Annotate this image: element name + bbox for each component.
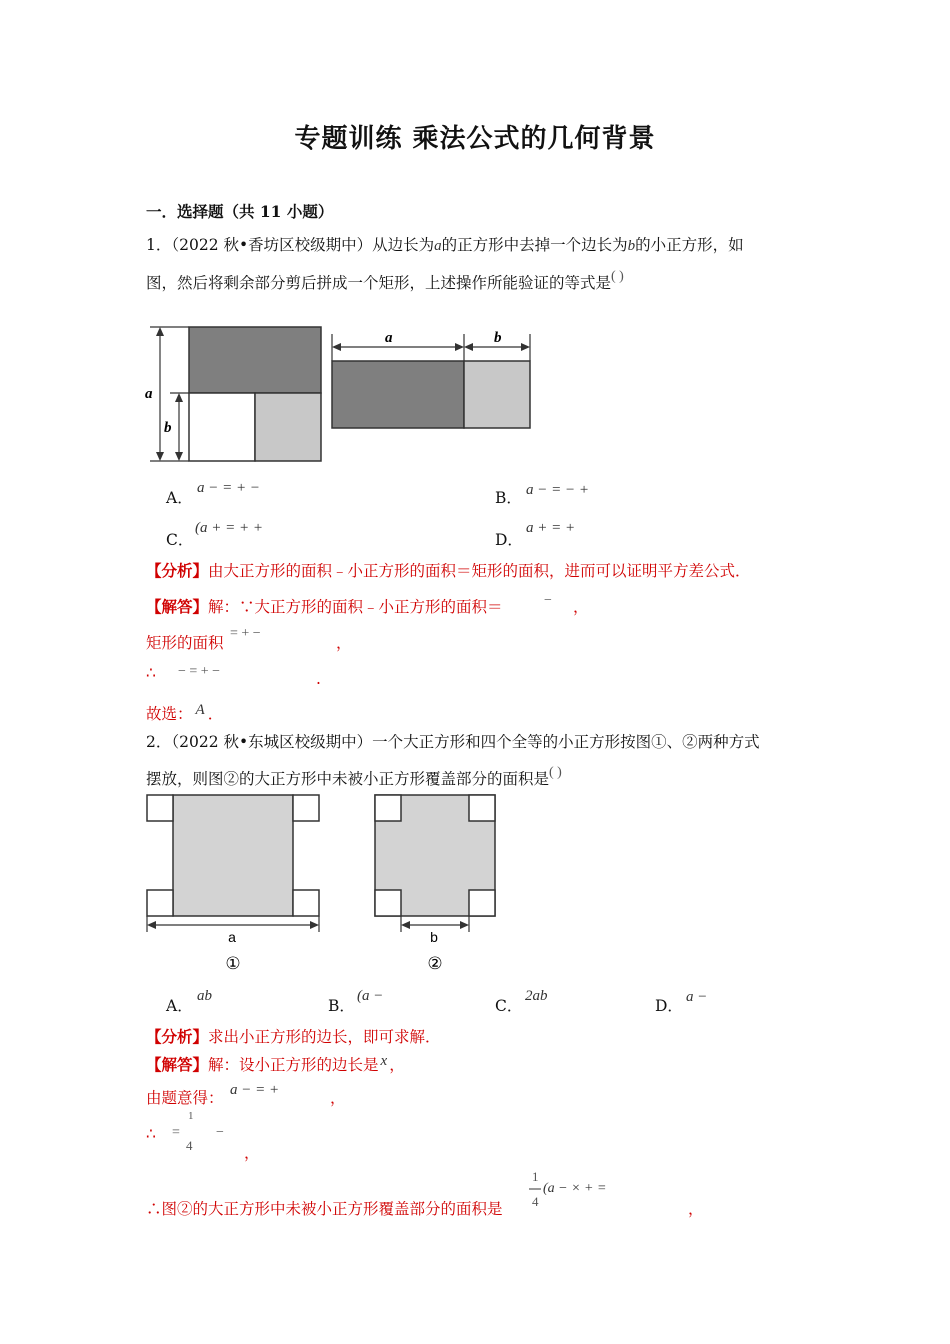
q2-meaning-comma: ，: [330, 1089, 346, 1107]
q2-analysis-text: 求出小正方形的边长，即可求解．: [208, 1028, 441, 1046]
q2-analysis: [146, 1025, 441, 1047]
q2-fig1-small-tr: [293, 795, 319, 821]
q2-text-line1: （2022 秋•东城区校级期中）一个大正方形和四个全等的小正方形按图①、②两种方式: [171, 733, 760, 751]
q2-fig2-small-br: [469, 890, 495, 916]
q2-line1: [146, 730, 760, 752]
q1-label-a-left: a: [145, 386, 153, 402]
q1-option-c-label: C．: [166, 531, 194, 549]
q1-fig-light-square: [255, 393, 321, 461]
q1-label-a-top: a: [385, 330, 393, 346]
q2-frac-numerator: 1: [188, 1110, 194, 1122]
q2-meaning: 由题意得：: [146, 1089, 224, 1107]
q1-number: 1．: [146, 236, 172, 254]
q1-option-c-expr: (a + = + +: [195, 520, 263, 536]
q1-choose-end: ．: [207, 705, 224, 723]
q2-fig2-small-tr: [469, 795, 495, 821]
q2-fig1-small-br: [293, 890, 319, 916]
q1-text-line2: 图，然后将剩余部分剪后拼成一个矩形，上述操作所能验证的等式是: [146, 274, 612, 292]
q1-option-c[interactable]: [166, 528, 193, 550]
q1-option-a-expr: a − = + −: [197, 480, 260, 496]
q1-answer-paren: ( ): [611, 269, 624, 284]
q2-frac-tail: −: [216, 1125, 224, 1140]
q2-option-c-expr: 2ab: [525, 988, 548, 1004]
q2-therefore-math: =: [172, 1125, 180, 1140]
q2-option-d[interactable]: [655, 994, 683, 1016]
q2-option-b-expr: (a −: [357, 988, 384, 1004]
q2-final-math: (a − × + =: [543, 1181, 607, 1196]
q1-option-d[interactable]: [495, 528, 523, 550]
q2-fig1-small-tl: [147, 795, 173, 821]
q1-var-a: a: [434, 238, 442, 254]
q2-answer-tag: 【解答】: [146, 1055, 209, 1074]
q1-answer-comma1: ，: [573, 598, 589, 616]
q1-fig-dark-rect: [332, 361, 464, 428]
q2-fig2-small-bl: [375, 890, 401, 916]
q2-option-c-label: C．: [495, 997, 523, 1015]
q2-option-b-label: B．: [328, 997, 355, 1015]
q1-therefore-math: − = + −: [178, 664, 221, 679]
q2-label-b: b: [430, 929, 438, 945]
q2-meaning-math: a − = +: [230, 1082, 280, 1098]
q2-final-numerator: 1: [532, 1169, 539, 1184]
q1-analysis-tag: 【分析】: [146, 561, 209, 580]
q2-option-d-label: D．: [655, 997, 683, 1015]
q2-option-b[interactable]: [328, 994, 355, 1016]
q2-answer: [146, 1053, 405, 1075]
q1-rect-comma: ，: [336, 634, 352, 652]
q1-answer-tag: 【解答】: [146, 597, 209, 616]
q1-text-mid2: 的小正方形，如: [635, 236, 744, 254]
q2-number: 2．: [146, 733, 172, 751]
q2-fig1-small-bl: [147, 890, 173, 916]
q2-fig1-caption: ①: [225, 954, 241, 974]
q2-final-comma: ，: [688, 1200, 704, 1218]
q1-text-mid1: 的正方形中去掉一个边长为: [441, 236, 628, 254]
q1-choose-answer: A: [195, 702, 205, 718]
q2-final-fraction-bar: [529, 1188, 541, 1190]
q1-var-b: b: [627, 238, 636, 254]
q1-answer-math1: −: [544, 593, 552, 608]
q1-source: （2022 秋•香坊区校级期中）从边长为: [171, 236, 435, 254]
q2-fig1-big-square: [173, 795, 293, 916]
q2-figure: [140, 792, 520, 972]
q2-frac-denominator: 4: [186, 1138, 193, 1153]
q1-option-d-label: D．: [495, 531, 523, 549]
q1-option-d-expr: a + = +: [526, 520, 576, 536]
q2-answer-var: x: [380, 1053, 388, 1069]
q1-option-a-label: A．: [166, 489, 193, 507]
q2-option-a[interactable]: [166, 994, 193, 1016]
page-title: 专题训练 乘法公式的几何背景: [294, 124, 656, 154]
q1-label-b-left: b: [164, 420, 172, 436]
q1-analysis-text: 由大正方形的面积﹣小正方形的面积＝矩形的面积，进而可以证明平方差公式．: [208, 562, 751, 580]
q1-analysis: [146, 559, 751, 581]
q2-therefore-comma: ，: [244, 1144, 260, 1162]
q2-label-a: a: [228, 929, 236, 945]
q1-line1: [146, 233, 744, 255]
q1-option-b[interactable]: [495, 486, 522, 508]
q2-fig2-small-tl: [375, 795, 401, 821]
q1-figure: [140, 322, 540, 472]
section-heading: 一．选择题（共 11 小题）: [146, 202, 334, 221]
q1-choose-label: 故选：: [146, 705, 193, 723]
q2-answer-paren: ( ): [549, 765, 562, 780]
q2-text-line2: 摆放，则图②的大正方形中未被小正方形覆盖部分的面积是: [146, 770, 550, 788]
q2-option-c[interactable]: [495, 994, 522, 1016]
q1-fig-light-rect: [464, 361, 530, 428]
q1-option-b-label: B．: [495, 489, 522, 507]
q1-answer-intro: 解：∵大正方形的面积﹣小正方形的面积＝: [208, 598, 503, 616]
q2-option-a-label: A．: [166, 997, 193, 1015]
q2-therefore: ∴: [146, 1125, 156, 1143]
q1-option-a[interactable]: [166, 486, 193, 508]
q2-final-denominator: 4: [532, 1194, 539, 1209]
q1-rect-math: = + −: [230, 626, 261, 641]
q1-label-b-top: b: [494, 330, 502, 346]
q1-fig-white-bottom: [189, 393, 255, 461]
q1-answer: [146, 595, 503, 617]
q2-final: ∴图②的大正方形中未被小正方形覆盖部分的面积是: [146, 1200, 503, 1218]
q2-option-d-expr: a −: [686, 989, 708, 1005]
q2-line2: [146, 767, 562, 789]
q2-answer-comma: ，: [389, 1056, 405, 1074]
q2-fig2-caption: ②: [427, 954, 443, 974]
q1-line2: [146, 271, 624, 293]
q1-choose: [146, 702, 223, 724]
q1-option-b-expr: a − = − +: [526, 482, 589, 498]
q1-therefore-end: .: [316, 670, 321, 688]
q1-fig-dark-top: [189, 327, 321, 393]
q2-option-a-expr: ab: [197, 988, 212, 1004]
q2-analysis-tag: 【分析】: [146, 1027, 209, 1046]
q2-answer-intro: 解：设小正方形的边长是: [208, 1056, 379, 1074]
q1-rect-area: 矩形的面积: [146, 634, 224, 652]
q1-therefore: ∴: [146, 664, 156, 682]
